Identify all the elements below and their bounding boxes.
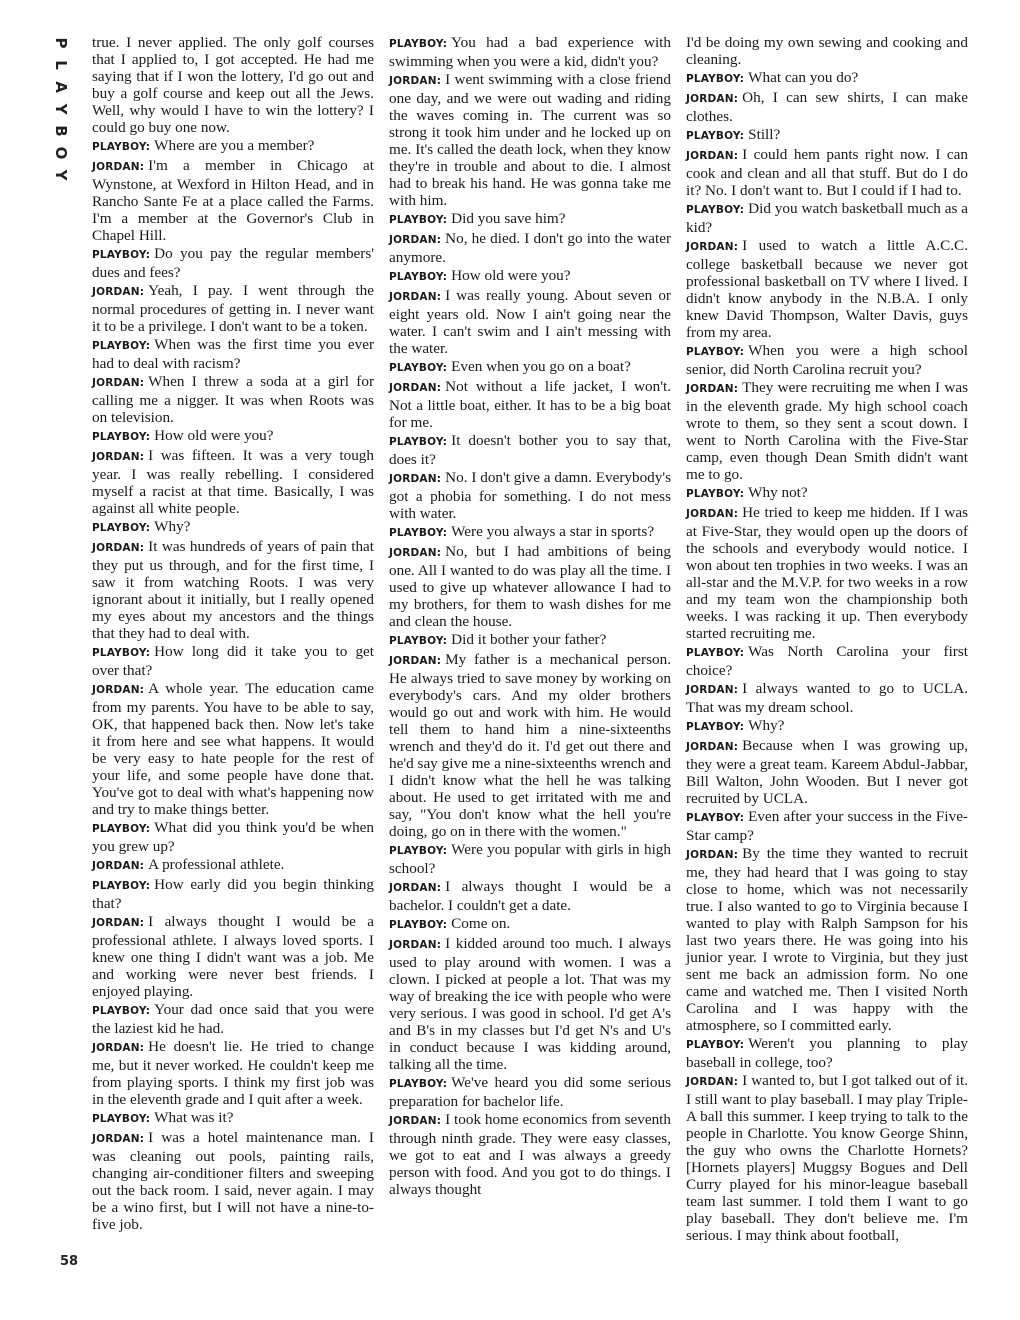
speaker-label: PLAYBOY: <box>92 249 151 261</box>
speaker-label: JORDAN: <box>92 451 145 463</box>
interview-paragraph <box>92 1001 374 1037</box>
speaker-label: PLAYBOY: <box>389 919 448 931</box>
paragraph-text: Yeah, I pay. I went through the normal procedures of getting in. I never want it to be a privilege. I don't want to be a token. <box>92 282 374 335</box>
side-label-letter: Y <box>52 169 70 181</box>
paragraph-text: When I threw a soda at a girl for calling me a nigger. It was when Roots was on television. <box>92 373 374 426</box>
paragraph-text: They were recruiting me when I was in the eleventh grade. My high school coach wrote to them, so they sent a scout down. I went to North Carolina with the Five-Star camp, even though Dean Smith didn't want me to go. <box>686 379 968 483</box>
paragraph-text: Come on. <box>451 915 511 932</box>
paragraph-text: What did you think you'd be when you grew up? <box>92 819 374 855</box>
interview-paragraph <box>92 643 374 679</box>
paragraph-text: You had a bad experience with swimming when you were a kid, didn't you? <box>389 34 671 70</box>
speaker-label: PLAYBOY: <box>92 1113 151 1125</box>
speaker-label: JORDAN: <box>686 684 739 696</box>
paragraph-text: What was it? <box>154 1109 234 1126</box>
interview-paragraph <box>92 856 374 875</box>
interview-paragraph <box>389 841 671 877</box>
text-column-1 <box>92 34 374 1234</box>
interview-paragraph <box>686 237 968 341</box>
interview-paragraph <box>92 1129 374 1233</box>
paragraph-text: Weren't you planning to play baseball in college, too? <box>686 1035 968 1071</box>
side-label-letter: Y <box>52 103 70 115</box>
paragraph-text: How old were you? <box>451 267 571 284</box>
paragraph-text: I wanted to, but I got talked out of it. I still want to play baseball. I may play Triple-A ball this summer. I keep trying to talk to the people in Charlotte. You know George Shinn, the guy who owns the Charlotte Hornets? [Hornets players] Muggsy Bogues and Dell Curry played for his minor-league baseball team last summer. I told them I want to go play baseball. They don't believe me. I'm serious. I may think about football, <box>686 1072 968 1244</box>
paragraph-text: I used to watch a little A.C.C. college basketball because we never got professional basketball on TV where I lived. I didn't know anybody in the N.B.A. I only knew David Thompson, Walter Davis, guys from my area. <box>686 237 968 341</box>
paragraph-text: No, he died. I don't go into the water anymore. <box>389 230 671 266</box>
speaker-label: PLAYBOY: <box>389 1078 448 1090</box>
speaker-label: PLAYBOY: <box>686 204 745 216</box>
speaker-label: PLAYBOY: <box>686 647 745 659</box>
speaker-label: PLAYBOY: <box>686 73 745 85</box>
speaker-label: JORDAN: <box>389 382 442 394</box>
paragraph-text: How early did you begin thinking that? <box>92 876 374 912</box>
interview-paragraph <box>389 34 671 70</box>
text-column-2 <box>389 34 671 1199</box>
speaker-label: PLAYBOY: <box>389 214 448 226</box>
interview-paragraph <box>686 808 968 844</box>
speaker-label: PLAYBOY: <box>686 1039 745 1051</box>
paragraph-text: Even when you go on a boat? <box>451 358 631 375</box>
interview-paragraph <box>389 915 671 934</box>
interview-paragraph <box>92 1109 374 1128</box>
speaker-label: JORDAN: <box>389 1115 442 1127</box>
speaker-label: JORDAN: <box>92 542 145 554</box>
interview-paragraph <box>686 680 968 716</box>
speaker-label: JORDAN: <box>389 882 442 894</box>
side-label-letter: A <box>52 81 70 93</box>
paragraph-text: I always thought I would be a professional athlete. I always loved sports. I knew one thing I didn't want was a job. Me and working were never best friends. I enjoyed playing. <box>92 913 374 1000</box>
magazine-name-vertical <box>52 32 70 186</box>
paragraph-text: Did you watch basketball much as a kid? <box>686 200 968 236</box>
interview-paragraph <box>92 427 374 446</box>
side-label-letter: L <box>52 60 70 70</box>
interview-paragraph <box>389 432 671 468</box>
interview-paragraph <box>92 1038 374 1108</box>
speaker-label: PLAYBOY: <box>92 431 151 443</box>
speaker-label: PLAYBOY: <box>686 812 745 824</box>
interview-paragraph <box>92 373 374 426</box>
interview-paragraph <box>92 245 374 281</box>
interview-paragraph <box>389 651 671 840</box>
speaker-label: PLAYBOY: <box>92 141 151 153</box>
speaker-label: JORDAN: <box>686 241 739 253</box>
paragraph-text: I'm a member in Chicago at Wynstone, at Wexford in Hilton Head, and in Rancho Sante Fe at a place called the Farms. I'm a member at the Governor's Club in Chapel Hill. <box>92 157 374 244</box>
paragraph-text: Why not? <box>748 484 808 501</box>
text-column-3 <box>686 34 968 1245</box>
interview-paragraph <box>686 504 968 642</box>
speaker-label: PLAYBOY: <box>92 880 151 892</box>
speaker-label: PLAYBOY: <box>686 488 745 500</box>
interview-paragraph <box>686 845 968 1034</box>
paragraph-text: By the time they wanted to recruit me, they had heard that I was going to stay close to home, which was not necessarily true. I also wanted to go to Virginia because I wanted to play with Ralph Sampson for his last two years there. He was going into his junior year. I wrote to Virginia, but they just sent me back an admission form. No one came and watched me. Then I visited North Carolina and I was happy with the atmosphere, so I committed early. <box>686 845 968 1034</box>
paragraph-text: Why? <box>748 717 785 734</box>
paragraph-text: How old were you? <box>154 427 274 444</box>
interview-paragraph <box>92 282 374 335</box>
interview-paragraph <box>92 34 374 136</box>
speaker-label: JORDAN: <box>686 849 739 861</box>
paragraph-text: It was hundreds of years of pain that they put us through, and for the first time, I saw it from watching Roots. I was very ignorant about it initially, but I really opened my eyes about my ancestors and the things that they had to deal with. <box>92 538 374 642</box>
paragraph-text: No, but I had ambitions of being one. All I wanted to do was play all the time. I used to give up whatever allowance I had to my brothers, for them to wash dishes for me and clean the house. <box>389 543 671 630</box>
paragraph-text: I'd be doing my own sewing and cooking and cleaning. <box>686 34 968 68</box>
interview-paragraph <box>686 146 968 199</box>
speaker-label: JORDAN: <box>686 150 739 162</box>
paragraph-text: Not without a life jacket, I won't. Not a little boat, either. It has to be a big boat for me. <box>389 378 671 431</box>
speaker-label: JORDAN: <box>686 383 739 395</box>
speaker-label: JORDAN: <box>92 161 145 173</box>
paragraph-text: We've heard you did some serious preparation for bachelor life. <box>389 1074 671 1110</box>
paragraph-text: No. I don't give a damn. Everybody's got a phobia for something. I do not mess with water. <box>389 469 671 522</box>
speaker-label: JORDAN: <box>686 508 739 520</box>
speaker-label: PLAYBOY: <box>92 522 151 534</box>
interview-paragraph <box>686 379 968 483</box>
paragraph-text: He doesn't lie. He tried to change me, but it never worked. He couldn't keep me from playing sports. I think my first job was in the eleventh grade and I quit after a week. <box>92 1038 374 1108</box>
interview-paragraph <box>686 737 968 807</box>
paragraph-text: It doesn't bother you to say that, does it? <box>389 432 671 468</box>
speaker-label: PLAYBOY: <box>686 346 745 358</box>
speaker-label: JORDAN: <box>389 655 442 667</box>
paragraph-text: Were you always a star in sports? <box>451 523 655 540</box>
side-label-letter: P <box>52 37 70 49</box>
speaker-label: JORDAN: <box>389 291 442 303</box>
paragraph-text: I kidded around too much. I always used to play around with women. I was a clown. I picked at people a lot. That was my way of breaking the ice with people who were very serious. I was good in school. I'd get A's and B's in my classes but I'd get N's and U's in conduct because I was kidding around, talking all the time. <box>389 935 671 1073</box>
interview-paragraph <box>686 69 968 88</box>
speaker-label: JORDAN: <box>92 1133 145 1145</box>
side-label-letter: O <box>52 146 70 160</box>
interview-paragraph <box>686 342 968 378</box>
interview-paragraph <box>389 358 671 377</box>
paragraph-text: Did you save him? <box>451 210 566 227</box>
interview-paragraph <box>686 200 968 236</box>
interview-paragraph <box>389 267 671 286</box>
interview-paragraph <box>389 469 671 522</box>
speaker-label: JORDAN: <box>92 917 145 929</box>
interview-paragraph <box>389 523 671 542</box>
speaker-label: PLAYBOY: <box>92 647 151 659</box>
paragraph-text: My father is a mechanical person. He always tried to save money by working on everybody's cars. And my older brothers would go out and work with him. He would tell them to hand him a nine-sixteenths wrench and they'd do it. I'd get out there and he'd say give me a nine-sixteenths wrench and I didn't know what the hell he was talking about. He used to get irritated with me and say, "You don't know what the hell you're doing, go on in there with the women." <box>389 651 671 840</box>
speaker-label: JORDAN: <box>389 939 442 951</box>
speaker-label: JORDAN: <box>92 1042 145 1054</box>
paragraph-text: Still? <box>748 126 781 143</box>
speaker-label: PLAYBOY: <box>686 130 745 142</box>
interview-paragraph <box>686 1072 968 1244</box>
speaker-label: JORDAN: <box>686 741 739 753</box>
paragraph-text: I always thought I would be a bachelor. I couldn't get a date. <box>389 878 671 914</box>
speaker-label: JORDAN: <box>389 547 442 559</box>
speaker-label: JORDAN: <box>92 377 145 389</box>
speaker-label: PLAYBOY: <box>389 271 448 283</box>
interview-paragraph <box>92 137 374 156</box>
paragraph-text: I was fifteen. It was a very tough year. I was really rebelling. I considered myself a racist at that time. Basically, I was against all white people. <box>92 447 374 517</box>
interview-paragraph <box>389 230 671 266</box>
speaker-label: PLAYBOY: <box>389 845 448 857</box>
interview-paragraph <box>686 717 968 736</box>
speaker-label: JORDAN: <box>389 473 442 485</box>
paragraph-text: Your dad once said that you were the laziest kid he had. <box>92 1001 374 1037</box>
interview-paragraph <box>92 538 374 642</box>
speaker-label: JORDAN: <box>686 1076 739 1088</box>
paragraph-text: A professional athlete. <box>148 856 285 873</box>
interview-paragraph <box>92 518 374 537</box>
paragraph-text: Were you popular with girls in high school? <box>389 841 671 877</box>
interview-paragraph <box>389 878 671 914</box>
paragraph-text: I could hem pants right now. I can cook and clean and all that stuff. But do I do it? No. I don't want to. But I could if I had to. <box>686 146 968 199</box>
interview-paragraph <box>686 1035 968 1071</box>
paragraph-text: What can you do? <box>748 69 859 86</box>
speaker-label: PLAYBOY: <box>389 527 448 539</box>
speaker-label: PLAYBOY: <box>92 1005 151 1017</box>
paragraph-text: I was really young. About seven or eight years old. Now I ain't going near the water. I can't swim and I ain't messing with the water. <box>389 287 671 357</box>
interview-paragraph <box>92 913 374 1000</box>
speaker-label: PLAYBOY: <box>389 635 448 647</box>
speaker-label: PLAYBOY: <box>389 362 448 374</box>
speaker-label: PLAYBOY: <box>389 436 448 448</box>
paragraph-text: Because when I was growing up, they were a great team. Kareem Abdul-Jabbar, Bill Walton, John Wooden. But I never got recruited by UCLA. <box>686 737 968 807</box>
interview-paragraph <box>686 484 968 503</box>
speaker-label: PLAYBOY: <box>389 38 448 50</box>
speaker-label: PLAYBOY: <box>686 721 745 733</box>
interview-paragraph <box>686 89 968 125</box>
interview-paragraph <box>389 210 671 229</box>
interview-paragraph <box>686 34 968 68</box>
interview-paragraph <box>92 336 374 372</box>
speaker-label: PLAYBOY: <box>92 823 151 835</box>
paragraph-text: Did it bother your father? <box>451 631 607 648</box>
paragraph-text: Even after your success in the Five-Star camp? <box>686 808 968 844</box>
speaker-label: JORDAN: <box>389 75 442 87</box>
paragraph-text: I was a hotel maintenance man. I was cleaning out pools, painting rails, changing air-conditioner filters and sweeping out the back room. I said, never again. I may be a wino first, but I will not have a nine-to-five job. <box>92 1129 374 1233</box>
paragraph-text: Why? <box>154 518 191 535</box>
interview-paragraph <box>92 680 374 818</box>
interview-paragraph <box>389 378 671 431</box>
paragraph-text: I took home economics from seventh through ninth grade. They were easy classes, we got to eat and I was always a greedy person with food. And you got to do things. I always thought <box>389 1111 671 1198</box>
paragraph-text: Was North Carolina your first choice? <box>686 643 968 679</box>
interview-paragraph <box>389 1074 671 1110</box>
paragraph-text: A whole year. The education came from my parents. You have to be able to say, OK, that happened back then. Now let's take it from here and see what happens. It would be very easy to hate people for the rest of your life, and some people have done that. You've got to deal with what's happening now and try to make things better. <box>92 680 374 818</box>
paragraph-text: How long did it take you to get over that? <box>92 643 374 679</box>
paragraph-text: Where are you a member? <box>154 137 315 154</box>
paragraph-text: I went swimming with a close friend one day, and we were out wading and riding the waves coming in. The current was so strong it took him under and he locked up on me. It's called the death lock, when they know they're in trouble and about to die. I almost had to break his hand. He was gonna take me with him. <box>389 71 671 209</box>
side-label-letter: B <box>52 125 70 137</box>
interview-paragraph <box>92 819 374 855</box>
interview-paragraph <box>389 543 671 630</box>
interview-paragraph <box>92 157 374 244</box>
interview-paragraph <box>389 631 671 650</box>
interview-paragraph <box>389 287 671 357</box>
interview-paragraph <box>686 643 968 679</box>
interview-paragraph <box>389 1111 671 1198</box>
speaker-label: JORDAN: <box>92 286 145 298</box>
speaker-label: JORDAN: <box>389 234 442 246</box>
paragraph-text: He tried to keep me hidden. If I was at Five-Star, they would open up the doors of the schools and everybody would notice. I won about ten trophies in two weeks. I was an all-star and the M.V.P. for two weeks in a row and my team won the championship both weeks. I was racking it up. Then everybody started recruiting me. <box>686 504 968 642</box>
speaker-label: JORDAN: <box>92 860 145 872</box>
interview-paragraph <box>92 447 374 517</box>
paragraph-text: When you were a high school senior, did North Carolina recruit you? <box>686 342 968 378</box>
speaker-label: JORDAN: <box>92 684 145 696</box>
paragraph-text: When was the first time you ever had to deal with racism? <box>92 336 374 372</box>
speaker-label: PLAYBOY: <box>92 340 151 352</box>
interview-paragraph <box>389 935 671 1073</box>
speaker-label: JORDAN: <box>686 93 739 105</box>
paragraph-text: true. I never applied. The only golf courses that I applied to, I got accepted. He had me saying that if I won the lottery, I'd go out and buy a golf course and keep out all the Jews. Well, why would I have to win the lottery? I could go buy one now. <box>92 34 374 136</box>
interview-paragraph <box>686 126 968 145</box>
paragraph-text: Do you pay the regular members' dues and fees? <box>92 245 374 281</box>
interview-paragraph <box>389 71 671 209</box>
interview-paragraph <box>92 876 374 912</box>
paragraph-text: Oh, I can sew shirts, I can make clothes. <box>686 89 968 125</box>
paragraph-text: I always wanted to go to UCLA. That was my dream school. <box>686 680 968 716</box>
page-number: 58 <box>60 1254 79 1269</box>
